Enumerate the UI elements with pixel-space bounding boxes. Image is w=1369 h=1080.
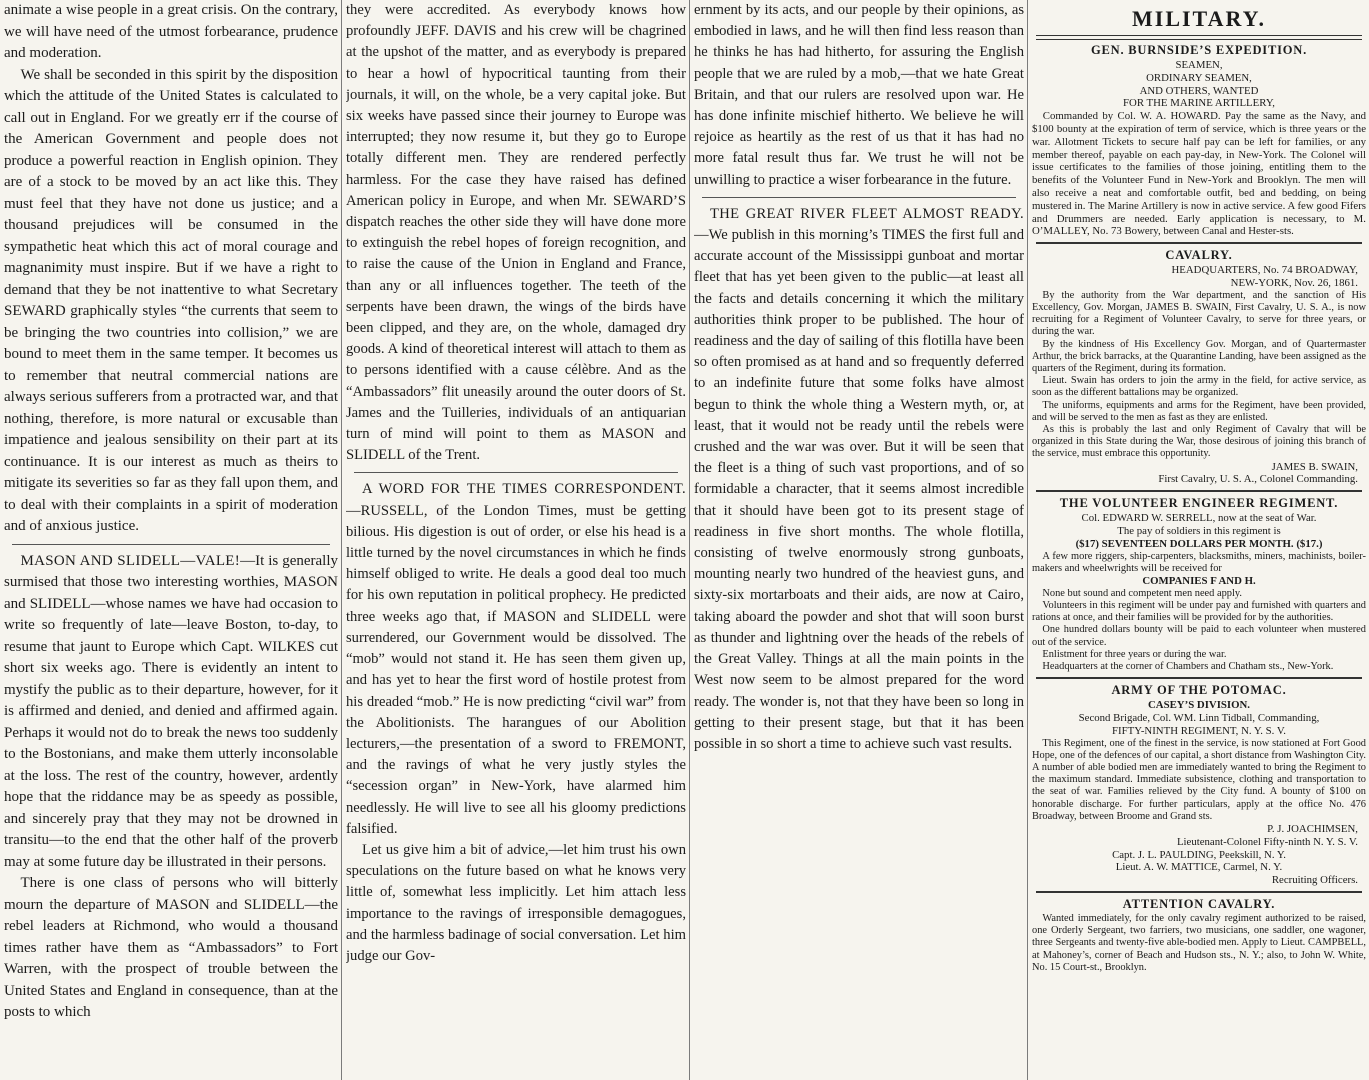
- ad-body: One hundred dollars bounty will be paid to each volunteer when mustered out of the service.: [1032, 624, 1366, 648]
- ad-line: CASEY’S DIVISION.: [1148, 699, 1250, 712]
- article-heading: MASON AND SLIDELL—VALE!: [20, 552, 241, 569]
- ad-heading: CAVALRY.: [1165, 248, 1233, 263]
- column-4-military-ads: [1032, 0, 1366, 1080]
- divider: [1036, 35, 1362, 40]
- ad-line: ORDINARY SEAMEN,: [1146, 71, 1252, 84]
- paragraph: Let us give him a bit of advice,—let him trust his own speculations on the future based on what he knows very little of, somewhat less implicitly. Let him attach less importance to the ravings of irresponsible demagogues, and the harmless badinage of social conversation. Let him judge our Gov-: [346, 841, 686, 964]
- ad-heading: ARMY OF THE POTOMAC.: [1111, 683, 1287, 698]
- divider: [1036, 677, 1362, 679]
- ad-body: As this is probably the last and only Regiment of Cavalry that will be organized in this State during the War, those desirous of joining this branch of the service, must embrace this opportunity.: [1032, 423, 1366, 460]
- divider: [1036, 490, 1362, 492]
- ad-body: By the authority from the War department, and the sanction of His Excellency, Gov. Morgan, JAMES B. SWAIN, First Cavalry, U. S. A., is now recruiting for a Regiment of Volunteer Cavalry, to serve for three years, or during the war.: [1032, 289, 1366, 338]
- ad-signature: First Cavalry, U. S. A., Colonel Commanding.: [1158, 473, 1358, 486]
- ad-heading: GEN. BURNSIDE’S EXPEDITION.: [1090, 43, 1308, 57]
- ad-volunteer-engineer: [1032, 496, 1366, 673]
- ad-line: Col. EDWARD W. SERRELL, now at the seat of War.: [1081, 512, 1317, 525]
- column-3: [694, 0, 1024, 1080]
- paragraph: ernment by its acts, and our people by their opinions, as embodied in laws, and he will then find less reason than he thinks he has had hitherto, for assuring the English people that we are ruled by a mob,—that we hate Great Britain, and that our rulers are resolved upon war. He has done infinite mischief hitherto. We believe he will rejoice as heartily as the rest of us that it has had no more fatal result thus far. We trust he will not be unwilling to practice a wiser forbearance in the future.: [694, 2, 1024, 188]
- paragraph: they were accredited. As everybody knows how profoundly JEFF. DAVIS and his crew will be chagrined at the upshot of the matter, and as everybody is prepared to hear a howl of hypocritical taunting from their journals, it will, on the whole, be a very capital joke. But six weeks have passed since their journey to Europe was interrupted; they now resume it, but they go to Europe totally different men. They are rendered perfectly harmless. For the case they have raised has defined American policy in Europe, and when Mr. SEWARD’S dispatch reaches the other side they will have done more to extinguish the rebel hopes of foreign recognition, and to raise the cause of the Union in England and France, than any or all influences together. The teeth of the serpents have been drawn, the wings of the birds have been clipped, and they are, on the whole, damaged dry goods. A kind of theoretical interest will attach to them as to persons identified with a cause célèbre. And as the “Ambassadors” flit uneasily around the outer doors of St. James and the Tuilleries, individuals of an antiquarian turn of mind will point to them as MASON and SLIDELL of the Trent.: [346, 2, 686, 464]
- column-rule: [689, 0, 690, 1080]
- column-1: [4, 0, 338, 1080]
- ad-signature: Lieut. A. W. MATTICE, Carmel, N. Y.: [1115, 861, 1283, 874]
- ad-line: COMPANIES F AND H.: [1142, 574, 1256, 587]
- ad-signature: Capt. J. L. PAULDING, Peekskill, N. Y.: [1112, 848, 1286, 861]
- ad-line: ($17) SEVENTEEN DOLLARS PER MONTH. ($17.): [1075, 537, 1323, 550]
- ad-line: The pay of soldiers in this regiment is: [1117, 524, 1281, 537]
- ad-signature: Lieutenant-Colonel Fifty-ninth N. Y. S. V.: [1176, 835, 1358, 848]
- ad-line: HEADQUARTERS, No. 74 BROADWAY,: [1171, 264, 1358, 277]
- paragraph: We shall be seconded in this spirit by the disposition which the attitude of the United States is calculated to call out in England. For we greatly err if the course of the American Government and people does not produce a powerful reaction in English opinion. They are of a stock to be moved by an act like this. They must feel that they have not done us justice; and a thousand prejudices will be consumed in the sympathetic heat which this act of moral courage and magnanimity must inspire. But if we have a right to demand that they be not inattentive to what Secretary SEWARD graphically styles “the currents that seem to be bringing the two countries into collision,” we are bound to meet them in the same temper. It becomes us to remember that neutral commercial nations are always serious sufferers from a protracted war, and that nothing, therefore, is more natural or excusable than impatience and jealous sensibility on their part at its continuance. It is our interest as much as theirs to mitigate its severities so far as they fall upon them, and to deal with their complaints in a spirit of moderation and of anxious justice.: [4, 66, 338, 534]
- article-body: —It is generally surmised that those two interesting worthies, MASON and SLIDELL—whose names we have had occasion to write so frequently of late—leave Boston, to-day, to resume that jaunt to Europe which Capt. WILKES cut short six weeks ago. There is evidently an intent to mystify the public as to their departure, however, for it is affirmed and denied, and denied and affirmed again. Perhaps it would not do to break the news too suddenly to the Bostonians, and make them utterly inconsolable at the loss. The rest of the country, however, ardently hope that the riddance may be as speedy as possible, and sincerely pray that they may not be drowned in transitu—to the end that the other half of the proverb may at some future day be illustrated in their persons.: [4, 552, 338, 870]
- article-heading: THE GREAT RIVER FLEET ALMOST READY.: [710, 205, 1024, 222]
- ad-body: Wanted immediately, for the only cavalry regiment authorized to be raised, one Orderly Sergeant, two farriers, two musicians, one saddler, one wagoner, three Sergeants and twenty-five able-bodied men. Apply to Lieut. CAMPBELL, at Mahoney’s, corner of Beach and Hudson sts., N. Y.; also, to John W. White, No. 15 Court-st., Brooklyn.: [1032, 913, 1366, 973]
- ad-body: Enlistment for three years or during the war.: [1042, 648, 1227, 660]
- article-river-fleet: [694, 204, 1024, 755]
- ad-body: The uniforms, equipments and arms for the Regiment, have been provided, and will be served to the men as fast as they are enlisted.: [1032, 399, 1366, 423]
- paragraph: There is one class of persons who will bitterly mourn the departure of MASON and SLIDELL—the rebel leaders at Richmond, who would a thousand times rather have them as “Ambassadors” to Fort Warren, with the prospect of trouble between the United States and England in consequence, than at the posts to which: [4, 875, 338, 1020]
- ad-body: Volunteers in this regiment will be under pay and furnished with quarters and rations at once, and their families will be provided for by the authorities.: [1032, 599, 1366, 624]
- ad-burnside-expedition: [1032, 43, 1366, 238]
- divider: [12, 544, 330, 545]
- column-rule: [1027, 0, 1028, 1080]
- divider: [1036, 891, 1362, 893]
- article-body: —RUSSELL, of the London Times, must be getting bilious. His digestion is out of order, or else his head is a little turned by the novel circumstances in which he finds himself obliged to write. He deals a good deal too much for his own reputation in political prophecy. He predicted three weeks ago that, if MASON and SLIDELL were surrendered, our Government would be dissolved. The “mob” would not stand it. He has seen them given up, and has yet to hear the first word of hostile protest from his dreaded “mob.” He is now predicting “civil war” from the Abolitionists. The harangues of our Abolition lecturers,—the presentation of a sword to FREMONT, and the ravings of what he very justly styles the “secession organ” in New-York, have alarmed him needlessly. He will live to see all his gloomy predictions falsified.: [346, 502, 686, 837]
- divider: [1036, 242, 1362, 244]
- article-mason-slidell: [4, 551, 338, 874]
- ad-line: Second Brigade, Col. WM. Linn Tidball, Commanding,: [1078, 712, 1320, 724]
- paragraph: animate a wise people in a great crisis. On the contrary, we will have need of the utmost forbearance, prudence and moderation.: [4, 2, 338, 61]
- ad-body: Headquarters at the corner of Chambers and Chatham sts., New-York.: [1042, 661, 1334, 672]
- ad-heading: THE VOLUNTEER ENGINEER REGIMENT.: [1059, 496, 1339, 511]
- ad-attention-cavalry: [1032, 897, 1366, 974]
- ad-body: Lieut. Swain has orders to join the army in the field, for active service, as soon as the different battalions may be organized.: [1032, 375, 1366, 399]
- ad-line: AND OTHERS, WANTED: [1139, 84, 1259, 97]
- divider: [702, 197, 1016, 198]
- ad-army-of-potomac: [1032, 683, 1366, 887]
- ad-heading: ATTENTION CAVALRY.: [1122, 897, 1276, 911]
- ad-signature: Recruiting Officers.: [1271, 874, 1358, 887]
- ad-line: NEW-YORK, Nov. 26, 1861.: [1230, 276, 1358, 289]
- ad-signature: P. J. JOACHIMSEN,: [1267, 823, 1358, 836]
- ad-cavalry: [1032, 248, 1366, 486]
- article-body: —We publish in this morning’s TIMES the first full and accurate account of the Mississippi gunboat and mortar fleet that has yet been given to the public—at least all the facts and details concerning it which the military authorities think proper to be published. The hour of readiness and the day of sailing of this flotilla have been so often promised as at hand and so frequently deferred to an indefinite future that some folks have almost begun to think the whole thing a Western myth, or, at least, that it would not be ready until the rebels were crushed and the war was over. But it will be seen that the fleet is a thing of such vast proportions, and of so formidable a character, that it seems almost incredible that it should have been got to its present stage of readiness in five short months. The whole flotilla, consisting of twelve enormously strong gunboats, mounting nearly two hundred of the heaviest guns, and sixty-six mortarboats and their aids, are now at Cairo, taking aboard the powder and shot that will soon burst as thunder and lightning over the heads of the rebels of the Great Valley. Things at all the main points in the West now seem to be almost prepared for the word ready. The wonder is, not that they have been so long in getting to their present stage, but that it has been possible in so short a time to achieve such vast results.: [694, 227, 1024, 752]
- ad-body: This Regiment, one of the finest in the service, is now stationed at Fort Good Hope, one of the defences of our capital, a short distance from Washington City. A number of able bodied men are immediately wanted to bring the Regiment to the maximum standard. Immediate subsistence, clothing and transportation to the seat of war. Families relieved by the City fund. A bounty of $100 on honorable discharge. For further particulars, apply at the office No. 476 Broadway, between Broome and Grand sts.: [1032, 737, 1366, 822]
- ad-signature: JAMES B. SWAIN,: [1271, 460, 1358, 473]
- ad-body: Commanded by Col. W. A. HOWARD. Pay the same as the Navy, and $100 bounty at the expiration of term of service, which is three years or the war. Allotment Tickets to secure half pay can be left for families, or any member thereof, payable on each pay-day, in New-York. The Colonel will issue certificates to the families of those joining, entitling them to the benefits of the Volunteer Fund in New-York and Brooklyn. The men will also receive a neat and comfortable outfit, bed and bedding, on being mustered in. The Marine Artillery is now in active service. A few good Fifers and Drummers are needed. Early application is necessary, to M. O’MALLEY, No. 73 Bowery, between Canal and Hester-sts.: [1032, 110, 1366, 238]
- article-times-correspondent: [346, 479, 686, 839]
- section-title: MILITARY.: [1132, 6, 1266, 31]
- ad-body: A few more riggers, ship-carpenters, blacksmiths, miners, machinists, boiler-makers and wheelwrights will be received for: [1032, 550, 1366, 574]
- ad-body: By the kindness of His Excellency Gov. Morgan, and of Quartermaster Arthur, the brick barracks, at the Quarantine Landing, have been assigned as the quarters of the Regiment, during its formation.: [1032, 338, 1366, 374]
- ad-line: FIFTY-NINTH REGIMENT, N. Y. S. V.: [1112, 724, 1286, 737]
- article-heading: A WORD FOR THE TIMES CORRESPONDENT.: [362, 481, 686, 498]
- divider: [354, 472, 678, 473]
- ad-line: SEAMEN,: [1175, 59, 1223, 71]
- ad-line: FOR THE MARINE ARTILLERY,: [1123, 97, 1275, 110]
- column-rule: [341, 0, 342, 1080]
- ad-body: None but sound and competent men need apply.: [1042, 587, 1242, 599]
- column-2: [346, 0, 686, 1080]
